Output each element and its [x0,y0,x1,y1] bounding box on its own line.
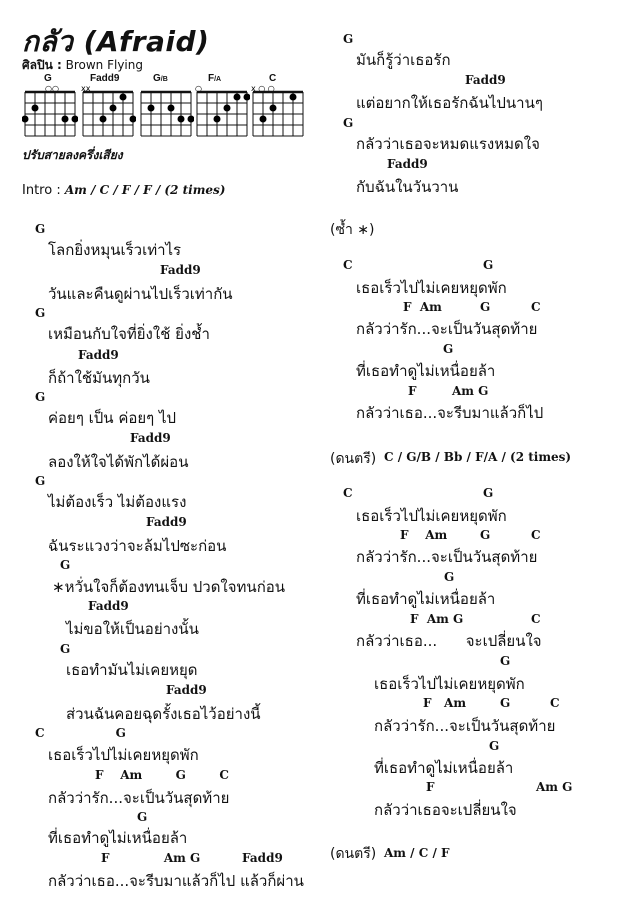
chord-label: C / G/B / Bb / F/A / (2 times) [384,450,572,464]
lyric-line: กลัวว่ารัก...จะเป็นวันสุดท้าย [48,789,230,807]
chord-label: C [343,486,353,500]
chord-label: F [426,780,435,794]
diagram-marks: x ○ ○ [251,84,275,93]
chord-diagram-g [22,84,78,138]
chord-label: G [35,222,46,236]
lyric-line: กลัวว่าเธอ...จะรีบมาแล้วก็ไป [356,404,544,422]
lyric-line: กลัวว่าเธอจะเปลี่ยนใจ [374,801,517,819]
lyric-line: ฉันระแวงว่าจะล้มไปซะก่อน [48,537,227,555]
chord-label: F Am [423,696,467,710]
chord-label: Am G [536,780,573,794]
lyric-line: ที่เธอทำดูไม่เหนื่อยล้า [356,362,496,380]
chord-label: F Am G [410,612,464,626]
lyric-line: กลัวว่าเธอ...จะรีบมาแล้วก็ไป แล้วก็ผ่าน [48,872,304,890]
diagram-label-g-b: G/B [153,73,168,84]
chord-label: G [444,570,455,584]
lyric-line: เธอเร็วไปไม่เคยหยุดพัก [356,279,507,297]
chord-label: Fadd9 [146,515,187,529]
artist-line [22,56,143,75]
lyric-line: กลัวว่าเธอจะหมดแรงหมดใจ [356,135,540,153]
lyric-line: เธอทำมันไม่เคยหยุด [66,661,198,679]
chord-label: Fadd9 [130,431,171,445]
lyric-line: โลกยิ่งหมุนเร็วเท่าไร [48,241,182,259]
chord-diagram-c [250,84,306,138]
chord-label: Fadd9 [465,73,506,87]
song-title: กลัว (Afraid) [22,25,210,58]
chord-label: F Am [400,528,448,542]
chord-label: G [483,486,494,500]
chord-label: Am / C / F [384,846,450,860]
chord-label: G [443,342,454,356]
chord-label: G [483,258,494,272]
lyric-line: ไม่ต้องเร็ว ไม่ต้องแรง [48,493,187,511]
lyric-line: กับฉันในวันวาน [356,178,459,196]
chord-label: G [500,654,511,668]
chord-diagram-f-a [194,84,250,138]
lyric-line: กลัวว่ารัก...จะเป็นวันสุดท้าย [356,548,538,566]
chord-label: G [343,116,354,130]
diagram-label-c: C [269,73,277,84]
chord-label: Fadd9 [88,599,129,613]
chord-label: C [550,696,560,710]
chord-label: C [531,300,541,314]
chord-label: G [480,300,491,314]
chord-label: C [343,258,353,272]
chord-label: C [531,528,541,542]
lyric-line: เธอเร็วไปไม่เคยหยุดพัก [48,746,199,764]
chord-diagram-fadd9 [80,84,136,138]
chord-label: G [35,474,46,488]
diagram-marks: xx [81,84,91,93]
diagram-marks: ○ [195,84,202,93]
lyric-line: กลัวว่ารัก...จะเป็นวันสุดท้าย [356,320,538,338]
chord-diagram-g-b [138,84,194,138]
lyric-line: ส่วนฉันคอยฉุดรั้งเธอไว้อย่างนี้ [66,705,261,723]
lyric-line: ∗หวั่นใจก็ต้องทนเจ็บ ปวดใจทนก่อน [52,578,286,596]
lyric-line: แต่อยากให้เธอรักฉันไปนานๆ [356,94,543,112]
chord-label: G [500,696,511,710]
artist-label: ศิลปิน : [22,58,62,72]
chord-label: F [408,384,417,398]
lyric-line: เธอเร็วไปไม่เคยหยุดพัก [356,507,507,525]
chord-label: Fadd9 [78,348,119,362]
chord-label: G [343,32,354,46]
lyric-line: เธอเร็วไปไม่เคยหยุดพัก [374,675,525,693]
chord-label: G [60,642,71,656]
chord-label: F Am [403,300,442,314]
interlude-label: (ดนตรี) [330,846,377,862]
intro-line [22,183,225,198]
interlude-label: (ดนตรี) [330,451,377,467]
lyric-line: ค่อยๆ เป็น ค่อยๆ ไป [48,409,177,427]
chord-label: G [60,558,71,572]
repeat-marker: (ซ้ำ ∗) [330,222,375,238]
chord-label: G [35,390,46,404]
chord-label: F Am G Fadd9 [101,851,283,865]
lyric-line: ลองให้ใจได้พักได้ผ่อน [48,453,189,471]
chord-label: Am G [452,384,489,398]
intro-label: Intro : [22,183,61,198]
diagram-label-fadd9: Fadd9 [90,73,120,84]
chord-label: G [489,739,500,753]
tuning-note: ปรับสายลงครึ่งเสียง [22,148,123,162]
chord-label: G [480,528,491,542]
chord-label: Fadd9 [160,263,201,277]
lyric-line: มันก็รู้ว่าเธอรัก [356,51,451,69]
lyric-line: ก็ถ้าใช้มันทุกวัน [48,369,150,387]
lyric-line: วันและคืนดูผ่านไปเร็วเท่ากัน [48,285,233,303]
chord-label: C G [35,726,126,740]
diagram-label-f-a: F/A [208,73,222,84]
diagram-marks: ○○ [45,84,59,93]
lyric-line: กลัวว่ารัก...จะเป็นวันสุดท้าย [374,717,556,735]
chord-label: G [137,810,148,824]
chord-label: G [35,306,46,320]
chord-label: F Am G C [95,768,229,782]
lyric-line: ที่เธอทำดูไม่เหนื่อยล้า [374,759,514,777]
lyric-line: เหมือนกับใจที่ยิ่งใช้ ยิ่งช้ำ [48,325,210,343]
chord-label: Fadd9 [387,157,428,171]
lyric-line: ไม่ขอให้เป็นอย่างนั้น [66,620,199,638]
chord-label: C [531,612,541,626]
artist-name: Brown Flying [65,58,143,72]
lyric-line: ที่เธอทำดูไม่เหนื่อยล้า [356,590,496,608]
diagram-label-g: G [44,73,52,84]
chord-label: Fadd9 [166,683,207,697]
intro-sequence: Am / C / F / F / (2 times) [64,183,226,197]
lyric-line: กลัวว่าเธอ... จะเปลี่ยนใจ [356,632,542,650]
lyric-line: ที่เธอทำดูไม่เหนื่อยล้า [48,829,188,847]
